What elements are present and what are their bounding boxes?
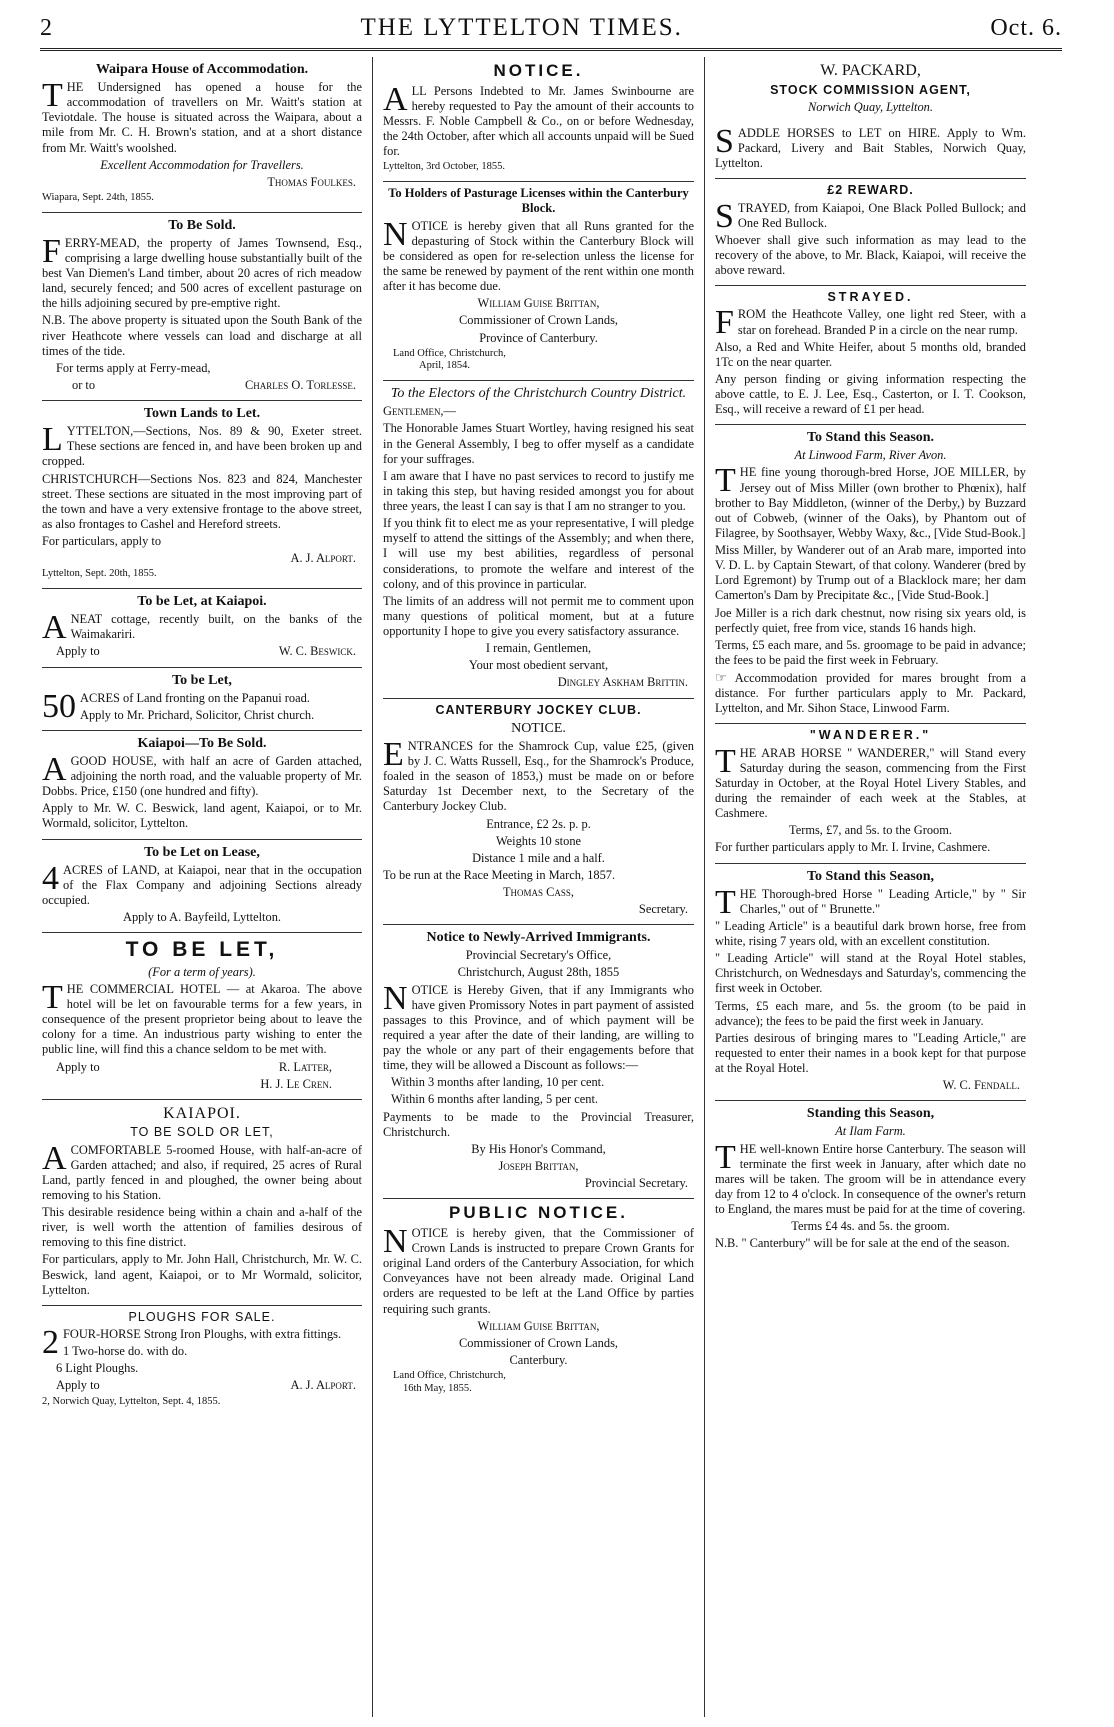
ad-signature: Thomas Foulkes. (267, 174, 356, 189)
ad-heading: Standing this Season, (806, 1106, 935, 1122)
drop-cap: N (383, 215, 408, 253)
ad-body-2: Apply to Mr. W. C. Beswick, land agent, Kaiapoi, or to Mr. Wormald, solicitor, Lyttelton. (42, 801, 362, 831)
ad-body-3: For further particulars apply to Mr. I. Irvine, Cashmere. (715, 840, 991, 855)
ad-body: ACRES of LAND, at Kaiapoi, near that in the occupation of the Flax Company and adjoining Sections already occupied. (42, 862, 362, 907)
ad-heading: STRAYED. (827, 290, 914, 305)
ad-from-1: Provincial Secretary's Office, (465, 948, 612, 963)
ad-closing-2: Your most obedient servant, (468, 658, 609, 673)
ad-body-2: Terms £4 4s. and 5s. the groom. (791, 1219, 950, 1234)
drop-cap: N (383, 1222, 408, 1260)
ad-body: HE well-known Entire horse Canterbury. The season will terminate the first week in January, after which date no mares will be taken. The groom will be in attendance every day from 12 to 4 o'clock. In consequence of the owner's return to England, the mares must be paid for at the time of covering. (715, 1141, 1026, 1216)
ad-body-3: Any person finding or giving information respecting the above cattle, to E. J. Lee, Esq., Casterton, or I. T. Cookson, Esq., will receive a reward of £1 per head. (715, 371, 1026, 417)
ad-pasturage-licenses (383, 182, 694, 381)
masthead (40, 14, 1062, 51)
ad-kaiapoi-house (42, 731, 362, 840)
ad-heading: To Holders of Pasturage Licenses within the Canterbury Block. (388, 186, 689, 216)
ad-body-2: Terms, £7, and 5s. to the Groom. (789, 823, 952, 838)
column-3 (704, 57, 1036, 1717)
ad-body: COMFORTABLE 5-roomed House, with half-an-acre of Garden attached; and also, if required, 25 acres of Rural Land, partly fenced in and ploughed, the owner being about removing to his Station. (42, 1142, 362, 1202)
ad-heading: To Stand this Season. (806, 430, 935, 446)
ad-saddle-horses (715, 122, 1026, 179)
ad-signature: A. J. Alport. (290, 551, 356, 566)
ad-body: HE Thorough-bred Horse " Leading Article," by " Sir Charles," out of " Brunette." (739, 886, 1026, 916)
ad-body-5: Accommodation provided for mares brought from a distance. For further particulars apply to Mr. Packard, Lyttelton, and Mr. Sihon Stace, Linwood Farm. (715, 671, 1026, 716)
ad-body-3: " Leading Article" will stand at the Royal Hotel stables, Christchurch, on Wednesdays and Saturday's, commencing the first week in October. (715, 951, 1026, 996)
ad-strayed-steer (715, 286, 1026, 425)
ad-town-lands (42, 401, 362, 589)
ad-body-2: Whoever shall give such information as may lead to the recovery of the above, to Mr. Black, Kaiapoi, will receive the above reward. (715, 232, 1026, 278)
ad-heading: £2 REWARD. (827, 183, 914, 198)
ad-paragraph-4: The limits of an address will not permit me to comment upon many questions of political moment, but at a future opportunity I hope to give you every satisfactory assurance. (383, 593, 694, 639)
ad-terms-or: or to (72, 377, 96, 392)
ad-subheading: TO BE SOLD OR LET, (130, 1125, 274, 1140)
ad-line-4: To be run at the Race Meeting in March, 1857. (383, 867, 616, 882)
drop-cap: E (383, 735, 404, 773)
ad-subheading: At Ilam Farm. (835, 1124, 906, 1139)
ad-signature: Thomas Cass, (502, 885, 575, 900)
ad-body-5: Parties desirous of bringing mares to "Leading Article," are requested to enter their names in a book kept for that purpose at the Royal Hotel. (715, 1030, 1026, 1076)
ad-heading: PLOUGHS FOR SALE. (128, 1309, 276, 1324)
drop-cap: T (42, 978, 63, 1016)
ad-lease-land (42, 840, 362, 934)
ad-terms: For terms apply at Ferry-mead, (56, 360, 211, 375)
ad-body: HE Undersigned has opened a house for the accommodation of travellers on Mr. Waitt's station at Teviotdale. The house is situated across the Waipara, about a mile from Mr. C. H. Brown's station, and at a short distance from Mr. Waitt's woolshed. (42, 80, 362, 155)
ad-body-3: N.B. " Canterbury" will be for sale at the end of the season. (715, 1236, 1010, 1251)
ad-kaiapoi-cottage (42, 589, 362, 667)
ad-body: HE ARAB HORSE " WANDERER," will Stand every Saturday during the season, commencing from the First Saturday in October, at the Royal Hotel Livery Stables, and during the remainder of each week at the Stables, at Cashmere. (715, 745, 1026, 821)
ad-canterbury-horse (715, 1101, 1026, 1258)
drop-cap: S (715, 122, 734, 160)
ad-closing-1: I remain, Gentlemen, (485, 641, 592, 656)
ad-body: OTICE is hereby given, that the Commissioner of Crown Lands is instructed to prepare Crown Grants for original Land orders of the Canterbury Association, for which Conveyances have not been already made. Original Land orders are requested to be left at the Land Office by parties requiring such grants. (383, 1225, 694, 1316)
ad-body-2: Apply to Mr. Prichard, Solicitor, Christ church. (80, 707, 315, 722)
drop-cap: N (383, 979, 408, 1017)
ad-heading: Notice to Newly-Arrived Immigrants. (426, 930, 651, 946)
ad-heading: KAIAPOI. (163, 1104, 241, 1122)
drop-cap: F (42, 232, 61, 270)
drop-cap: L (42, 421, 63, 459)
ad-heading: W. PACKARD, (820, 62, 921, 79)
page-number: 2 (40, 15, 53, 41)
ad-date: 2, Norwich Quay, Lyttelton, Sept. 4, 1855. (42, 1395, 221, 1407)
column-2 (372, 57, 704, 1717)
ad-signature: A. J. Alport. (290, 1378, 356, 1393)
ad-body-4: Terms, £5 each mare, and 5s. the groom (to be paid in advance); the fees to be paid the first week in January. (715, 998, 1026, 1028)
ad-date: Land Office, Christchurch, (393, 1370, 506, 1382)
ad-joe-miller (715, 425, 1026, 724)
ad-from-2: Christchurch, August 28th, 1855 (457, 965, 620, 980)
ad-body: NTRANCES for the Shamrock Cup, value £25, (given by J. C. Watts Russell, Esq., for the Shamrock's Produce, foaled in the season of 1853,) must be made on or before Saturday 1st December next, to the Secretary of the Canterbury Jockey Club. (383, 738, 694, 814)
ad-heading: CANTERBURY JOCKEY CLUB. (435, 702, 642, 717)
drop-cap: T (715, 1138, 736, 1176)
ad-line-1: Entrance, £2 2s. p. p. (486, 816, 591, 831)
ad-body-4: Terms, £5 each mare, and 5s. groomage to be paid in advance; the fees to be paid the first week in February. (715, 637, 1026, 667)
ad-subheading: At Linwood Farm, River Avon. (794, 448, 947, 463)
ad-signature-2: Commissioner of Crown Lands, (458, 1335, 618, 1350)
ad-heading: Kaiapoi—To Be Sold. (137, 735, 267, 751)
ad-body: HE COMMERCIAL HOTEL — at Akaroa. The above hotel will be let on favourable terms for a few years, in consequence of the present proprietor being about to leave the colony for a time. An industrious party wishing to enter the public line, will find this a chance seldom to be met with. (42, 981, 362, 1057)
ad-apply: Apply to (56, 644, 100, 659)
column-1 (40, 57, 372, 1717)
ad-subheading: (For a term of years). (148, 964, 256, 979)
ad-swinbourne-notice (383, 57, 694, 182)
pointing-hand-icon: ☞ (715, 670, 727, 686)
ad-kaiapoi-sale (42, 1100, 362, 1306)
drop-cap: A (42, 750, 67, 788)
drop-cap: A (42, 609, 67, 647)
ad-signature: W. C. Beswick. (278, 644, 356, 659)
ad-body: YTTELTON,—Sections, Nos. 89 & 90, Exeter street. These sections are fenced in, and have been broken up and cropped. (42, 424, 362, 469)
ad-heading: NOTICE. (493, 61, 584, 80)
drop-cap: T (715, 742, 736, 780)
ad-immigrants-notice (383, 925, 694, 1199)
ad-address: Norwich Quay, Lyttelton. (808, 99, 933, 114)
ad-date-2: April, 1854. (419, 360, 471, 372)
ad-date: Wiapara, Sept. 24th, 1855. (42, 191, 154, 203)
ad-apply: For particulars, apply to (42, 534, 162, 549)
ad-body: NEAT cottage, recently built, on the banks of the Waimakariri. (70, 612, 362, 642)
ad-body: TRAYED, from Kaiapoi, One Black Polled Bullock; and One Red Bullock. (737, 200, 1026, 230)
ad-date: Lyttelton, Sept. 20th, 1855. (42, 568, 157, 580)
ad-subheading: STOCK COMMISSION AGENT, (770, 82, 971, 97)
ad-body: OTICE is Hereby Given, that if any Immigrants who have given Promissory Notes in part payment of assisted passages to this Province, and of which payment will be required a year after the date of their landing, are willing to pay the whole or any part of their engagements before that time, they will be allowed a Discount as follows:— (383, 982, 694, 1073)
ad-signature-2: Provincial Secretary. (584, 1176, 688, 1191)
columns (40, 57, 1062, 1717)
ad-heading: To be Let, (172, 672, 232, 688)
ad-body-2: Miss Miller, by Wanderer out of an Arab mare, imported into V. D. L. by Captain Stewart, of that colony. Wanderer (bred by Lord Egremont) by Trump out of a Blacklock mare; her dam Camerton's Dam by Precipitate &c., [Vide Stud-Book.] (715, 543, 1026, 603)
ad-body-2: Also, a Red and White Heifer, about 5 months old, branded 1Tc on the near quarter. (715, 339, 1026, 369)
ad-body-2: This desirable residence being within a chain and a-half of the river, is well worth the attention of families desirous of removing to this fine district. (42, 1205, 362, 1250)
ad-reward-bullocks (715, 179, 1026, 286)
ad-body-2: CHRISTCHURCH—Sections Nos. 823 and 824, Manchester street. These sections are situated in the most improving part of the town and have a very extensive frontage to the above street, as also frontages to Cashel and Hereford streets. (42, 471, 362, 531)
ad-heading: PUBLIC NOTICE. (449, 1203, 628, 1223)
ad-heading: Waipara House of Accommodation. (95, 62, 309, 77)
drop-cap: A (42, 1139, 67, 1177)
ad-apply: Apply to (56, 1059, 100, 1074)
drop-cap: 50 (42, 687, 76, 725)
ad-signature-2: Secretary. (638, 902, 688, 917)
ad-body: OTICE is hereby given that all Runs granted for the depasturing of Stock within the Canterbury Block will be considered as open for re-selection unless the license for the same be renewed by payment of the rent within one month after it has become due. (383, 218, 694, 294)
ad-apply: Apply to (56, 1378, 100, 1393)
ad-line-2: Weights 10 stone (495, 833, 582, 848)
drop-cap: 4 (42, 859, 59, 897)
ad-paragraph-3: If you think fit to elect me as your representative, I will pledge myself to attend the sittings of the Assembly; and when there, I will use my best abilities, regardless of personal considerations, to promote the welfare and interest of the colony, and of this province in particular. (383, 516, 694, 591)
ad-body: ROM the Heathcote Valley, one light red Steer, with a star on forehead. Branded P in a circle on the near rump. (737, 307, 1026, 337)
ad-heading: To Stand this Season, (806, 868, 935, 884)
ad-electors-address (383, 381, 694, 698)
ad-body: FOUR-HORSE Strong Iron Ploughs, with extra fittings. (63, 1327, 342, 1342)
ad-date: Lyttelton, 3rd October, 1855. (383, 161, 506, 173)
ad-signature: William Guise Brittan, (477, 296, 600, 311)
ad-signature: W. C. Fendall. (942, 1078, 1020, 1093)
ad-signature: Joseph Brittan, (498, 1158, 579, 1173)
ad-heading: TO BE LET, (125, 938, 279, 962)
ad-ferry-mead (42, 213, 362, 401)
ad-line-1: 1 Two-horse do. with do. (63, 1344, 188, 1359)
ad-packard-agent (715, 57, 1026, 122)
ad-body-3: For particulars, apply to Mr. John Hall, Christchurch, Mr. W. C. Beswick, land agent, Kaiapoi, or to Mr Wormald, solicitor, Lyttelton. (42, 1252, 362, 1297)
ad-signature: R. Latter, (278, 1059, 332, 1074)
ad-subheading: NOTICE. (511, 720, 566, 736)
drop-cap: T (715, 462, 736, 500)
drop-cap: A (383, 80, 408, 118)
newspaper-title: THE LYTTELTON TIMES. (360, 14, 683, 41)
drop-cap: 2 (42, 1324, 59, 1362)
ad-paragraph-1: The Honorable James Stuart Wortley, having resigned his seat in the General Assembly, I beg to offer myself as a candidate for your suffrages. (383, 421, 694, 466)
ad-date: Land Office, Christchurch, (393, 347, 506, 359)
ad-signature-3: Canterbury. (509, 1352, 568, 1367)
ad-leading-article (715, 864, 1026, 1102)
ad-body-3: Joe Miller is a rich dark chestnut, now rising six years old, is perfectly quiet, free from vice, stands 16 hands high. (715, 605, 1026, 635)
ad-body: ACRES of Land fronting on the Papanui road. (80, 690, 310, 705)
ad-line-1: Within 3 months after landing, 10 per cent. (391, 1075, 605, 1090)
ad-signature: Charles O. Torlesse. (245, 377, 356, 392)
drop-cap: T (42, 77, 63, 115)
ad-waipara-house (42, 57, 362, 213)
ad-paragraph-2: Payments to be made to the Provincial Treasurer, Christchurch. (383, 1109, 694, 1139)
drop-cap: T (715, 883, 736, 921)
ad-greeting: Gentlemen,— (383, 404, 456, 419)
ad-papanui-acres (42, 668, 362, 731)
ad-body: ADDLE HORSES to LET on HIRE. Apply to Wm. Packard, Livery and Bait Stables, Norwich Quay, Lyttelton. (715, 125, 1026, 171)
ad-signature: Dingley Askham Brittin. (557, 675, 688, 690)
ad-commercial-hotel (42, 933, 362, 1100)
ad-paragraph-2: I am aware that I have no past services to record to justify me in taking this step, but having resided amongst you for about three years, the least I can say is that I am no stranger to you. (383, 468, 694, 514)
ad-heading: To Be Sold. (168, 217, 236, 233)
drop-cap: S (715, 197, 734, 235)
ad-signature: William Guise Brittan, (477, 1318, 600, 1333)
ad-signature-3: Province of Canterbury. (479, 330, 598, 345)
ad-ploughs (42, 1306, 362, 1416)
ad-signature-2: Commissioner of Crown Lands, (458, 313, 618, 328)
ad-body: GOOD HOUSE, with half an acre of Garden attached, adjoining the north road, and the valuable property of Mr. Dobbs. Price, £150 (one hundred and fifty). (42, 753, 362, 799)
ad-jockey-club (383, 699, 694, 926)
ad-italic: Excellent Accommodation for Travellers. (100, 157, 304, 172)
drop-cap: F (715, 304, 734, 342)
ad-body-2: " Leading Article" is a beautiful dark brown horse, free from white, rising 7 years old, with an excellent constitution. (715, 918, 1026, 949)
ad-body: HE fine young thorough-bred Horse, JOE MILLER, by Jersey out of Miss Miller (own brother to Phœnix), half brother to Bay Middleton, (winner of the Derby,) by Buzzard out of Cobweb, (winner of the Oaks), by Phantom out of Filagree, by Soothsayer, Webby Waxy, &c., [Vide Stud-Book.] (715, 465, 1026, 540)
ad-date-2: 16th May, 1855. (403, 1382, 472, 1394)
ad-apply: Apply to A. Bayfeild, Lyttelton. (123, 910, 281, 925)
issue-date: Oct. 6. (990, 15, 1062, 41)
ad-body: LL Persons Indebted to Mr. James Swinbourne are hereby requested to Pay the amount of their accounts to Messrs. F. Noble Campbell & Co., on or before Wednesday, the 24th October, after which all accounts unpaid will be Sued for. (383, 83, 694, 159)
ad-heading: To be Let on Lease, (144, 844, 260, 860)
ad-heading: "WANDERER." (809, 728, 932, 743)
ad-signature-2: H. J. Le Cren. (260, 1076, 332, 1091)
ad-body: ERRY-MEAD, the property of James Townsend, Esq., comprising a large dwelling house substantially built of the best Van Diemen's Land timber, about 20 acres of rich meadow land, securely fenced; and 500 acres of excellent pasturage on the hills adjoining secured by pre-emptive right. (42, 235, 362, 311)
ad-closing-1: By His Honor's Command, (471, 1141, 606, 1156)
ad-heading: To be Let, at Kaiapoi. (137, 594, 267, 610)
ad-heading: To the Electors of the Christchurch Country District. (390, 386, 687, 402)
ad-line-3: Distance 1 mile and a half. (472, 850, 605, 865)
ad-public-notice (383, 1199, 694, 1402)
ad-line-2: 6 Light Ploughs. (56, 1361, 139, 1376)
ad-nb: N.B. The above property is situated upon the South Bank of the river Heathcote where vessels can load and discharge at all times of the tide. (42, 313, 362, 358)
ad-heading: Town Lands to Let. (143, 406, 261, 422)
ad-wanderer (715, 724, 1026, 863)
ad-line-2: Within 6 months after landing, 5 per cent. (391, 1092, 598, 1107)
